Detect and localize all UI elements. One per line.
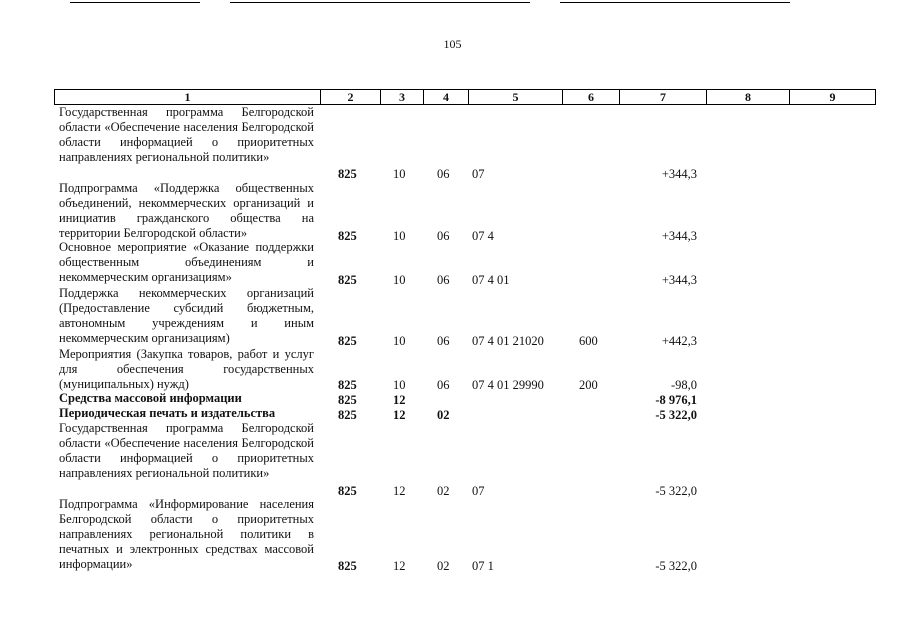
row-col-4: 06 bbox=[437, 378, 450, 392]
header-col-7: 7 bbox=[619, 90, 706, 104]
row-description: Подпрограмма «Поддержка общественных объединений, некоммерческих организаций и инициатив гражданского общества на территории Белгородской области» bbox=[59, 181, 314, 240]
row-col-3: 10 bbox=[393, 167, 406, 181]
row-col-5: 07 bbox=[472, 484, 485, 498]
row-col-5: 07 4 01 29990 bbox=[472, 378, 544, 392]
row-col-7: -5 322,0 bbox=[655, 559, 697, 573]
row-col-2: 825 bbox=[338, 484, 357, 498]
row-col-2: 825 bbox=[338, 393, 357, 407]
row-col-4: 06 bbox=[437, 334, 450, 348]
row-col-6: 200 bbox=[579, 378, 598, 392]
header-col-8: 8 bbox=[706, 90, 789, 104]
row-col-5: 07 4 bbox=[472, 229, 494, 243]
row-description: Государственная программа Белгородской области «Обеспечение населения Белгородской области информацией о приоритетных направлениях региональной политики» bbox=[59, 105, 314, 164]
row-col-4: 02 bbox=[437, 484, 450, 498]
header-col-2: 2 bbox=[320, 90, 380, 104]
row-col-3: 10 bbox=[393, 273, 406, 287]
row-col-6: 600 bbox=[579, 334, 598, 348]
scan-edge-line bbox=[560, 2, 790, 3]
row-col-2: 825 bbox=[338, 408, 357, 422]
row-col-5: 07 1 bbox=[472, 559, 494, 573]
scan-edge-line bbox=[230, 2, 530, 3]
row-col-4: 06 bbox=[437, 273, 450, 287]
header-col-4: 4 bbox=[423, 90, 468, 104]
header-col-9: 9 bbox=[789, 90, 875, 104]
row-col-5: 07 4 01 bbox=[472, 273, 510, 287]
page-number: 105 bbox=[443, 37, 462, 51]
row-description: Средства массовой информации bbox=[59, 391, 242, 405]
row-col-2: 825 bbox=[338, 229, 357, 243]
header-col-3: 3 bbox=[380, 90, 423, 104]
row-description: Поддержка некоммерческих организаций (Предоставление субсидий бюджетным, автономным учреждениям и иным некоммерческим организациям) bbox=[59, 286, 314, 345]
row-col-7: -5 322,0 bbox=[655, 484, 697, 498]
row-description: Мероприятия (Закупка товаров, работ и услуг для обеспечения государственных (муниципальных) нужд) bbox=[59, 347, 314, 391]
row-col-2: 825 bbox=[338, 167, 357, 181]
row-col-4: 02 bbox=[437, 559, 450, 573]
row-col-2: 825 bbox=[338, 378, 357, 392]
row-col-7: -98,0 bbox=[670, 378, 697, 392]
header-col-1: 1 bbox=[184, 90, 191, 104]
row-col-2: 825 bbox=[338, 559, 357, 573]
row-col-7: +344,3 bbox=[661, 167, 697, 181]
scan-edge-line bbox=[70, 2, 200, 3]
row-col-2: 825 bbox=[338, 334, 357, 348]
row-col-4: 06 bbox=[437, 229, 450, 243]
row-col-3: 10 bbox=[393, 229, 406, 243]
row-description: Государственная программа Белгородской области «Обеспечение населения Белгородской области информацией о приоритетных направлениях региональной политики» bbox=[59, 421, 314, 480]
row-description: Подпрограмма «Информирование населения Белгородской области о приоритетных направлениях региональной политики в печатных и электронных средствах массовой информации» bbox=[59, 497, 314, 571]
row-col-3: 10 bbox=[393, 378, 406, 392]
row-description: Основное мероприятие «Оказание поддержки общественным объединениям и некоммерческим организациям» bbox=[59, 240, 314, 284]
row-col-5: 07 bbox=[472, 167, 485, 181]
row-col-3: 12 bbox=[393, 559, 406, 573]
row-col-2: 825 bbox=[338, 273, 357, 287]
row-col-5: 07 4 01 21020 bbox=[472, 334, 544, 348]
row-col-7: +344,3 bbox=[661, 273, 697, 287]
row-col-7: -5 322,0 bbox=[655, 408, 697, 422]
header-col-5: 5 bbox=[468, 90, 562, 104]
row-col-4: 06 bbox=[437, 167, 450, 181]
header-col-6: 6 bbox=[562, 90, 619, 104]
row-col-3: 12 bbox=[393, 408, 406, 422]
row-col-7: +344,3 bbox=[661, 229, 697, 243]
row-col-7: -8 976,1 bbox=[655, 393, 697, 407]
row-col-3: 10 bbox=[393, 334, 406, 348]
row-col-4: 02 bbox=[437, 408, 450, 422]
row-description: Периодическая печать и издательства bbox=[59, 406, 276, 420]
table-header bbox=[54, 89, 876, 105]
row-col-7: +442,3 bbox=[661, 334, 697, 348]
row-col-3: 12 bbox=[393, 393, 406, 407]
row-col-3: 12 bbox=[393, 484, 406, 498]
